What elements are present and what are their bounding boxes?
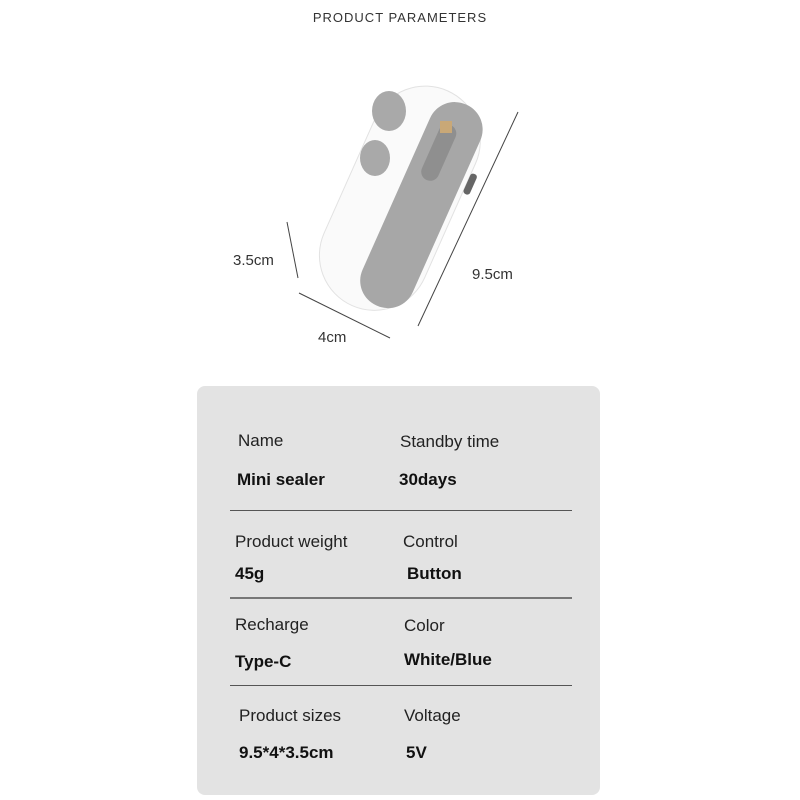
param-label-name: Name (238, 431, 284, 450)
param-value-color: White/Blue (404, 650, 492, 669)
param-label-sizes: Product sizes (239, 706, 342, 725)
sealer-illustration (287, 69, 518, 338)
length-label: 9.5cm (472, 266, 513, 283)
param-value-weight: 45g (235, 564, 265, 583)
param-value-name: Mini sealer (237, 470, 325, 489)
page-title: PRODUCT PARAMETERS (312, 10, 488, 25)
param-label-standby: Standby time (400, 432, 500, 451)
width-label: 4cm (318, 329, 347, 346)
product-image (0, 0, 800, 380)
param-label-color: Color (404, 616, 445, 635)
divider (230, 597, 572, 599)
divider (230, 510, 572, 511)
thickness-label: 3.5cm (233, 252, 274, 269)
parameters-card (197, 386, 600, 795)
param-label-control: Control (403, 532, 458, 551)
param-value-voltage: 5V (406, 743, 427, 762)
param-value-recharge: Type-C (235, 652, 292, 671)
param-label-recharge: Recharge (235, 615, 309, 634)
param-label-voltage: Voltage (404, 706, 461, 725)
param-value-sizes: 9.5*4*3.5cm (239, 743, 334, 762)
param-label-weight: Product weight (235, 532, 348, 551)
param-value-control: Button (407, 564, 462, 583)
divider (230, 685, 572, 686)
param-value-standby: 30days (399, 470, 457, 489)
